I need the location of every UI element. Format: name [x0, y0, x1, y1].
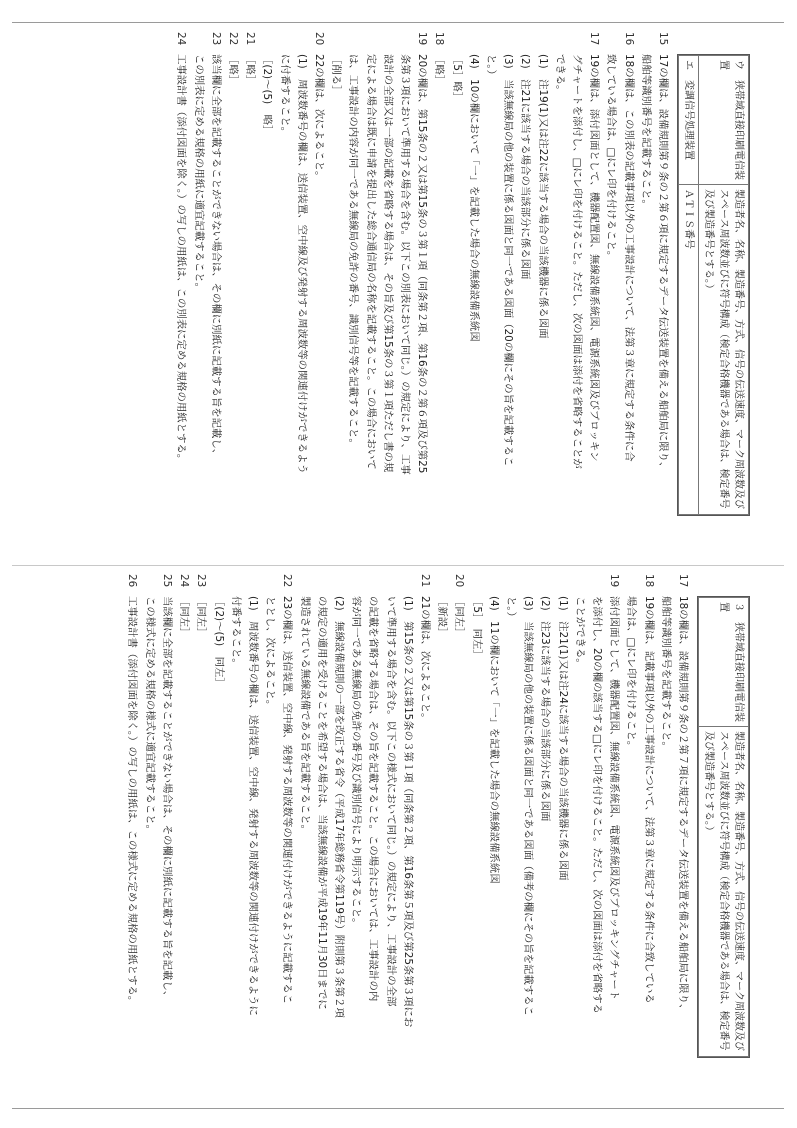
top-line-text: に付番すること。	[278, 54, 291, 138]
bottom-line	[175, 574, 192, 1099]
top-line-text: (1) 注19(1)又は注22に該当する場合の当該機器に係る図面	[536, 54, 549, 339]
top-line	[207, 32, 224, 557]
bottom-line	[227, 574, 244, 1099]
bottom-line	[244, 574, 261, 1099]
bottom-line	[347, 574, 364, 1099]
bottom-line	[141, 574, 158, 1099]
top-line	[568, 32, 585, 557]
bottom-line-text: 23の欄は、送信装置、空中線、発射する周波数等の関連付けができるように記載するこ	[281, 596, 294, 1005]
top-line-text: ［5］略］	[450, 54, 463, 103]
top-line-text: 工事設計書（添付図面を除く。）の写しの用紙は、この別表に定める規格の用紙とする。	[175, 54, 188, 465]
top-panel	[12, 32, 752, 557]
top-line	[189, 32, 206, 557]
bottom-line-text: 場合は、□にレ印を付けること。	[625, 596, 638, 752]
top-line-number: 23	[209, 32, 222, 46]
bottom-notes	[123, 574, 691, 1099]
top-line-text: は、工事設計の内容が同一である無線局の免許の番号、識別信号等を記載すること。	[347, 54, 360, 449]
top-line	[310, 32, 327, 557]
top-table-key	[699, 56, 749, 185]
bottom-line	[261, 574, 278, 1099]
top-notes	[172, 32, 671, 557]
bottom-line	[399, 574, 416, 1099]
bottom-line-text: 付番すること。	[229, 596, 242, 669]
top-line	[344, 32, 361, 557]
bottom-line-number: 24	[178, 574, 191, 588]
top-line	[327, 32, 344, 557]
bottom-line-text: の規定の適用を受けることを希望する場合は、当該無線設備が平成19年11月30日までに	[315, 596, 328, 1010]
top-line-text: ［略］	[244, 54, 257, 86]
bottom-line-number: 22	[281, 574, 294, 588]
top-line-text: 22の欄は、次によること。	[312, 54, 325, 182]
top-line-text: (4) 10の欄において「一」を記載した場合の無線設備系統図	[467, 54, 480, 342]
bottom-line	[192, 574, 209, 1099]
top-line-text: ［略］	[433, 54, 446, 86]
top-line	[413, 32, 430, 557]
bottom-line	[657, 574, 674, 1099]
top-line	[602, 32, 619, 557]
bottom-line-text: 19の欄は、記載事項以外の工事設計について、法第３章に規定する条件に合致している	[642, 596, 655, 1004]
bottom-line	[467, 574, 484, 1099]
bottom-line-text: (2) 無線設備規則の一部を改正する省令（平成17年総務省令第119号）附則第３条第２項	[332, 596, 345, 1018]
bottom-line	[433, 574, 450, 1099]
top-line	[258, 32, 275, 557]
middle-rule	[12, 565, 784, 566]
top-table-value-2-text: ＡＴＩＳ番号	[683, 189, 694, 249]
bottom-table-value	[699, 727, 749, 1057]
bottom-line-text: を添付し、20の欄の該当する□にレ印を付けること。ただし、次の図面は添付を省略する	[590, 596, 603, 1014]
top-line-text: この別表に定める規格の用紙に適宜記載すること。	[192, 54, 205, 293]
top-line-text: と。）	[484, 54, 497, 80]
bottom-line-text: (1) 注21(1)又は注24に該当する場合の当該機器に係る図面	[556, 596, 569, 881]
top-table	[677, 54, 750, 516]
bottom-line-text: ［同左］	[178, 596, 191, 638]
bottom-line	[536, 574, 553, 1099]
bottom-line-text: ことができる。	[573, 596, 586, 669]
top-table-value-text: 製造者名、名称、製造番号、方式、信号の伝送速度、マーク周波数及びスペース周波数並びに符号構成（検定合格機器である場合は、検定番号及び製造番号とする。）	[703, 189, 744, 509]
bottom-line-text: (2) 注23に該当する場合の当該部分に係る図面	[539, 596, 552, 822]
top-line-text: ［略］	[226, 54, 239, 86]
top-line	[533, 32, 550, 557]
bottom-line-text: ととし、次によること。	[264, 596, 277, 711]
bottom-line-text: ［同左］	[195, 596, 208, 638]
bottom-line-number: 25	[160, 574, 173, 588]
top-line	[447, 32, 464, 557]
top-line-text: 船舶等識別番号を記載すること。	[639, 54, 652, 210]
bottom-line-number: 21	[418, 574, 431, 588]
bottom-line	[622, 574, 639, 1099]
bottom-line-text: 工事設計書（添付図面を除く。）の写しの用紙は、この様式に定める規格の用紙とする。	[126, 596, 139, 1007]
top-line-text: 該当欄に全部を記載することができない場合は、その欄に別紙に記載する旨を記載し、	[209, 54, 222, 460]
top-line	[224, 32, 241, 557]
bottom-line	[123, 574, 140, 1099]
bottom-line-text: ［(2)～(5) 同左］	[212, 596, 225, 688]
top-table-key-label: ウ 狭帯域直接印刷電信装置	[718, 60, 744, 180]
top-table-value-2	[679, 185, 699, 515]
top-line-text: 19の欄は、添付図面として、機器配置図、無線設備系統図、電源系統図及びブロッキン	[588, 54, 601, 462]
top-line	[654, 32, 671, 557]
top-line	[585, 32, 602, 557]
bottom-line	[485, 574, 502, 1099]
top-line-number: 16	[622, 32, 635, 46]
bottom-line	[330, 574, 347, 1099]
bottom-line-text: ［新設］	[436, 596, 449, 638]
bottom-line	[313, 574, 330, 1099]
top-line-text: できる。	[553, 54, 566, 96]
top-rule	[12, 22, 784, 23]
top-line	[516, 32, 533, 557]
bottom-line-text: この様式に定める規格の様式に適宜記載すること。	[143, 596, 156, 835]
bottom-line-text: と。）	[504, 596, 517, 622]
top-table-key-2	[679, 56, 699, 185]
top-line	[241, 32, 258, 557]
top-line	[619, 32, 636, 557]
bottom-line-text: 容が同一である無線局の免許の番号及び識別信号により明示すること。	[350, 596, 363, 929]
top-line-text: (2) 注21に該当する場合の当該部分に係る図面	[519, 54, 532, 280]
bottom-line	[209, 574, 226, 1099]
bottom-line	[158, 574, 175, 1099]
top-line	[551, 32, 568, 557]
bottom-line-text: の記載を省略する場合は、その旨を記載すること。この場合においては、工事設計の内	[367, 596, 380, 1002]
top-line-text: 条第３項において準用する場合を含む。以下この別表において同じ。）の規定により、工事	[398, 54, 411, 475]
bottom-line	[416, 574, 433, 1099]
bottom-rule	[12, 1108, 784, 1109]
bottom-line	[450, 574, 467, 1099]
bottom-line	[588, 574, 605, 1099]
bottom-line	[571, 574, 588, 1099]
bottom-line-text: 当該欄に全部を記載することができない場合は、その欄に別紙に記載する旨を記載し、	[160, 596, 173, 1002]
bottom-table	[697, 596, 750, 1058]
bottom-line-number: 18	[642, 574, 655, 588]
top-line-text: グチャートを添付し、□にレ印を付けること。ただし、次の図面は添付を省略することが	[570, 54, 583, 469]
top-line	[499, 32, 516, 557]
top-line	[430, 32, 447, 557]
bottom-line-text: 船舶等識別番号を記載すること。	[659, 596, 672, 752]
top-line-text: 18の欄は、この別表の記載事項以外の工事設計について、法第３章に規定する条件に合	[622, 54, 635, 462]
bottom-line-text: 製造されている無線設備である旨を記載すること。	[298, 596, 311, 835]
bottom-line	[364, 574, 381, 1099]
bottom-line-text: 添付図面として、機器配置図、無線設備系統図、電源系統図及びブロッキングチャート	[608, 596, 621, 1001]
top-line-text: 設計の全部又は一部の記載を省略する場合は、その旨及び第15条の３第１項ただし書の規	[381, 54, 394, 473]
top-line-text: 17の欄は、設備規則第９条の２第６項に規定するデータ伝送装置を備える船舶局に限り、	[657, 54, 669, 473]
bottom-line-number: 19	[608, 574, 621, 588]
top-line	[293, 32, 310, 557]
bottom-line-text: 18の欄は、設備規則第９条の２第７項に規定するデータ伝送装置を備える船舶局に限り、	[677, 596, 689, 1015]
bottom-line	[502, 574, 519, 1099]
bottom-line	[553, 574, 570, 1099]
top-line	[637, 32, 654, 557]
top-line-number: 22	[226, 32, 239, 46]
top-line-text: 致している場合は、□にレ印を付けること。	[605, 54, 618, 262]
bottom-line	[278, 574, 295, 1099]
bottom-line	[519, 574, 536, 1099]
top-line-number: 24	[175, 32, 188, 46]
top-line	[172, 32, 189, 557]
top-line-number: 21	[244, 32, 257, 46]
top-line-text: (1) 周波数番号の欄は、送信装置、空中線及び発射する周波数等の関連付けができるよう	[295, 54, 308, 474]
bottom-line-text: (1) 周波数番号の欄は、送信装置、空中線、発射する周波数等の関連付けができるように	[246, 596, 259, 1016]
top-line-number: 17	[588, 32, 601, 46]
bottom-line-text: (4) 11の欄において「一」を記載した場合の無線設備系統図	[487, 596, 500, 884]
top-line-text: ［削る］	[330, 54, 343, 96]
bottom-line	[605, 574, 622, 1099]
top-line	[379, 32, 396, 557]
bottom-line	[674, 574, 691, 1099]
bottom-line-text: (3) 当該無線局の他の装置に係る図面と同一である図面（備考の欄にその旨を記載するこ	[522, 596, 535, 1016]
bottom-line	[639, 574, 656, 1099]
bottom-line	[295, 574, 312, 1099]
bottom-line-text: 21の欄は、次によること。	[418, 596, 431, 724]
bottom-line-number: 23	[195, 574, 208, 588]
bottom-panel	[12, 574, 752, 1099]
bottom-line	[381, 574, 398, 1099]
top-line-text: 定による場合は既に申請を提出した総合通信局の名称を記載すること。この場合において	[364, 54, 377, 470]
top-line	[396, 32, 413, 557]
top-line-number: 19	[416, 32, 429, 46]
bottom-table-value-text: 製造者名、名称、製造番号、方式、信号の伝送速度、マーク周波数及びスペース周波数並びに符号構成（検定合格機器である場合は、検定番号及び製造番号とする。）	[703, 731, 744, 1051]
top-table-key-2-label: エ 変調信号処理装置	[683, 60, 694, 160]
top-line	[482, 32, 499, 557]
top-line-number: 15	[657, 32, 669, 46]
bottom-table-key	[699, 598, 749, 727]
top-line	[465, 32, 482, 557]
bottom-line-text: いて準用する場合を含む。以下この様式において同じ。）の規定により、工事設計の全部	[384, 596, 397, 1007]
bottom-line-number: 20	[453, 574, 466, 588]
top-line-number: 18	[433, 32, 446, 46]
bottom-table-key-label: ３ 狭帯域直接印刷電信装置	[718, 602, 744, 722]
bottom-line-number: 26	[126, 574, 139, 588]
top-line-text: ［(2)～(5) 略］	[261, 54, 274, 136]
top-line	[361, 32, 378, 557]
bottom-line-text: (1) 第15条の２又は第15条の３第１項（同条第２項、第16条第５項及び第25条第３項にお	[401, 596, 414, 1028]
top-line-text: (3) 当該無線局の他の装置に係る図面と同一である図面（20の欄にその旨を記載するこ	[502, 54, 515, 467]
bottom-line-text: ［5］ 同左］	[470, 596, 483, 660]
bottom-line-number: 17	[677, 574, 689, 588]
bottom-line-text: ［同左］	[453, 596, 466, 638]
top-line	[275, 32, 292, 557]
top-line-text: 20の欄は、第15条の２又は第15条の３第１項（同条第２項、第16条の２第６項及び第25	[416, 54, 429, 474]
top-line-number: 20	[312, 32, 325, 46]
top-table-value	[699, 185, 749, 515]
